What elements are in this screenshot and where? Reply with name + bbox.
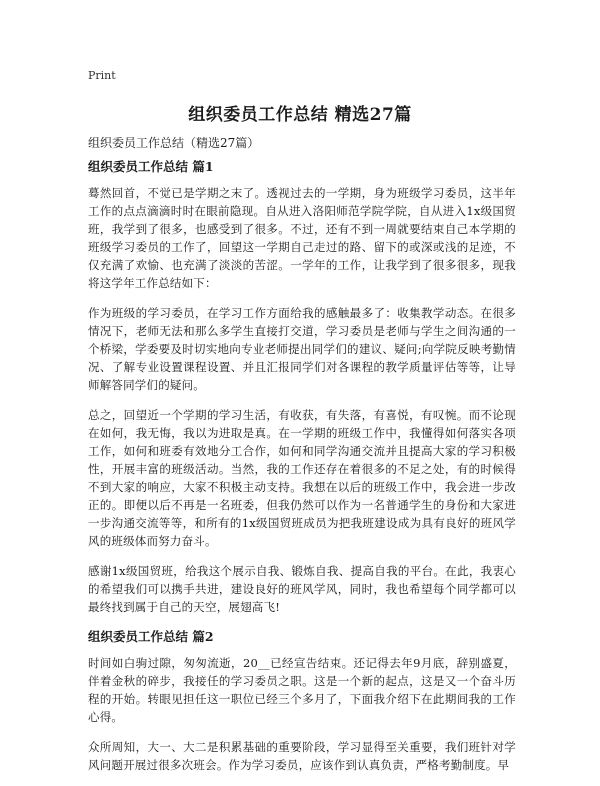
document-body <box>88 158 516 786</box>
print-link[interactable]: Print <box>88 69 116 82</box>
page-title: 组织委员工作总结 精选27篇 <box>188 105 412 125</box>
section-2 <box>88 628 516 774</box>
paragraph: 作为班级的学习委员，在学习工作方面给我的感触最多了：收集教学动态。在很多情况下，老师无法和那么多学生直接打交道，学习委员是老师与学生之间沟通的一个桥梁，学委要及时切实地向专业老师提出同学们的建议、疑问;向学院反映考勤情况、了解专业设置课程设置、并且汇报同学们对各课程的教学质量评估等等，让导师解答同学们的疑问。 <box>88 306 516 392</box>
paragraph: 感谢1x级国贸班，给我这个展示自我、锻炼自我、提高自我的平台。在此，我衷心的希望我们可以携手共进，建设良好的班风学风，同时，我也希望每个同学都可以最终找到属于自己的天空，展翅高飞! <box>88 564 516 614</box>
paragraph: 众所周知，大一、大二是积累基础的重要阶段，学习显得至关重要，我们班针对学风问题开展过很多次班会。作为学习委员，应该作到认真负责，严格考勤制度。早 <box>88 740 516 772</box>
section-heading: 组织委员工作总结 篇2 <box>88 629 214 644</box>
paragraph: 时间如白驹过隙，匆匆流逝，20__已经宣告结束。还记得去年9月底，辞别盛夏，伴着金秋的碎步，我接任的学习委员之职。这是一个新的起点，这是又一个奋斗历程的开始。转眼见担任这一职位已经三个多月了，下面我介绍下在此期间我的工作心得。 <box>88 656 516 724</box>
paragraph: 蓦然回首，不觉已是学期之末了。透视过去的一学期，身为班级学习委员，这半年工作的点点滴滴时时在眼前隐现。自从进入洛阳师范学院学院，自从进入1x级国贸班，我学到了很多，也感受到了很多。不过，还有不到一周就要结束自己本学期的班级学习委员的工作了，回望这一学期自己走过的路、留下的或深或浅的足迹，不仅充满了欢愉、也充满了淡淡的苦涩。一学年的工作，让我学到了很多很多，现我将这学年工作总结如下： <box>88 186 516 290</box>
document-subtitle: 组织委员工作总结（精选27篇） <box>88 136 260 150</box>
paragraph: 总之，回望近一个学期的学习生活，有收获，有失落，有喜悦，有叹惋。而不论现在如何，我无悔，我以为进取是真。在一学期的班级工作中，我懂得如何落实各项工作，如何和班委有效地分工合作，如何和同学沟通交流并且提高大家的学习积极性，开展丰富的班级活动。当然，我的工作还存在着很多的不足之处，有的时候得不到大家的响应，大家不积极主动支持。我想在以后的班级工作中，我会进一步改正的。即便以后不再是一名班委，但我仍然可以作为一名普通学生的身份和大家进一步沟通交流等等，和所有的1x级国贸班成员为把我班建设成为具有良好的班风学风的班级体而努力奋斗。 <box>88 408 516 548</box>
section-heading: 组织委员工作总结 篇1 <box>88 159 214 174</box>
section-1 <box>88 158 516 616</box>
